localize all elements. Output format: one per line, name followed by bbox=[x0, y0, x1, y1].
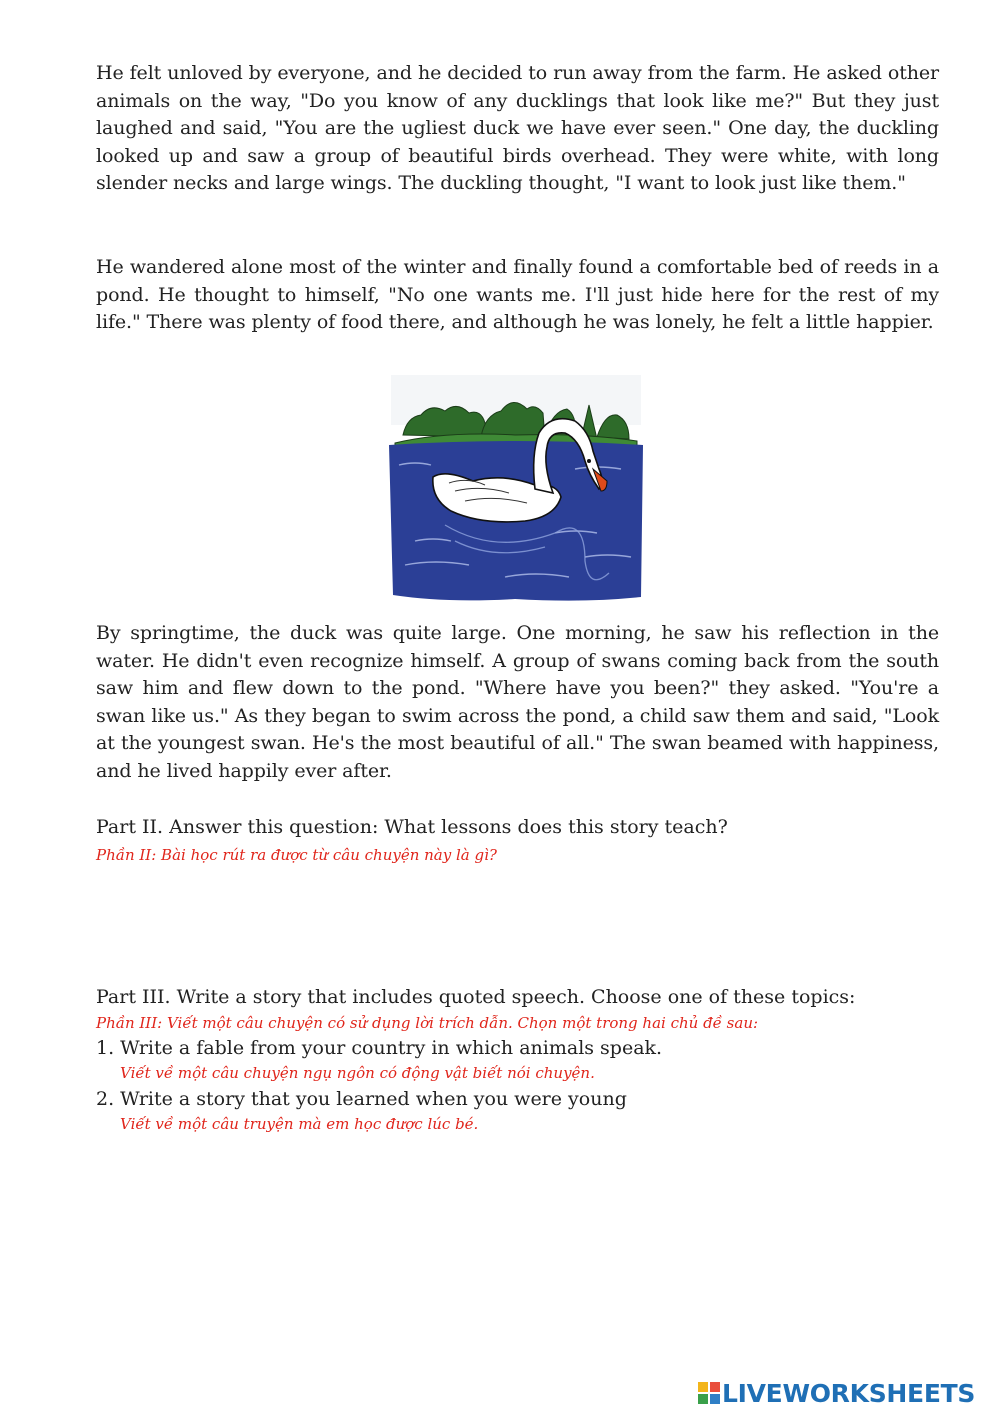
part-3-translation: Phần III: Viết một câu chuyện có sử dụng lời trích dẫn. Chọn một trong hai chủ đề sau: bbox=[96, 1014, 759, 1032]
topic-2: 2. Write a story that you learned when you were young bbox=[96, 1088, 627, 1110]
topic-1: 1. Write a fable from your country in which animals speak. bbox=[96, 1037, 663, 1059]
swan-on-pond-illustration bbox=[385, 365, 647, 610]
liveworksheets-branding[interactable] bbox=[698, 1378, 975, 1408]
liveworksheets-wordmark: LIVEWORKSHEETS bbox=[722, 1378, 976, 1408]
topic-1-translation: Viết về một câu chuyện ngụ ngôn có động vật biết nói chuyện. bbox=[120, 1064, 595, 1082]
story-paragraph-1: He felt unloved by everyone, and he decided to run away from the farm. He asked other animals on the way, "Do you know of any ducklings that look like me?" But they just laughed and said, "You are the ugliest duck we have ever seen." One day, the duckling looked up and saw a group of beautiful birds overhead. They were white, with long slender necks and large wings. The duckling thought, "I want to look just like them." bbox=[96, 62, 939, 195]
part-2-question: Part II. Answer this question: What lessons does this story teach? bbox=[96, 816, 728, 838]
story-paragraph-3: By springtime, the duck was quite large. One morning, he saw his reflection in the water. He didn't even recognize himself. A group of swans coming back from the south saw him and flew down to the pond. "Where have you been?" they asked. "You're a swan like us." As they began to swim across the pond, a child saw them and said, "Look at the youngest swan. He's the most beautiful of all." The swan beamed with happiness, and he lived happily ever after. bbox=[96, 622, 939, 782]
part-2-translation: Phần II: Bài học rút ra được từ câu chuyện này là gì? bbox=[96, 846, 497, 864]
story-paragraph-2: He wandered alone most of the winter and finally found a comfortable bed of reeds in a pond. He thought to himself, "No one wants me. I'll just hide here for the rest of my life." There was plenty of food there, and although he was lonely, he felt a little happier. bbox=[96, 256, 939, 334]
liveworksheets-logo-icon bbox=[698, 1382, 720, 1404]
part-3-prompt: Part III. Write a story that includes quoted speech. Choose one of these topics: bbox=[96, 986, 856, 1008]
topic-2-translation: Viết về một câu truyện mà em học được lúc bé. bbox=[120, 1115, 479, 1133]
